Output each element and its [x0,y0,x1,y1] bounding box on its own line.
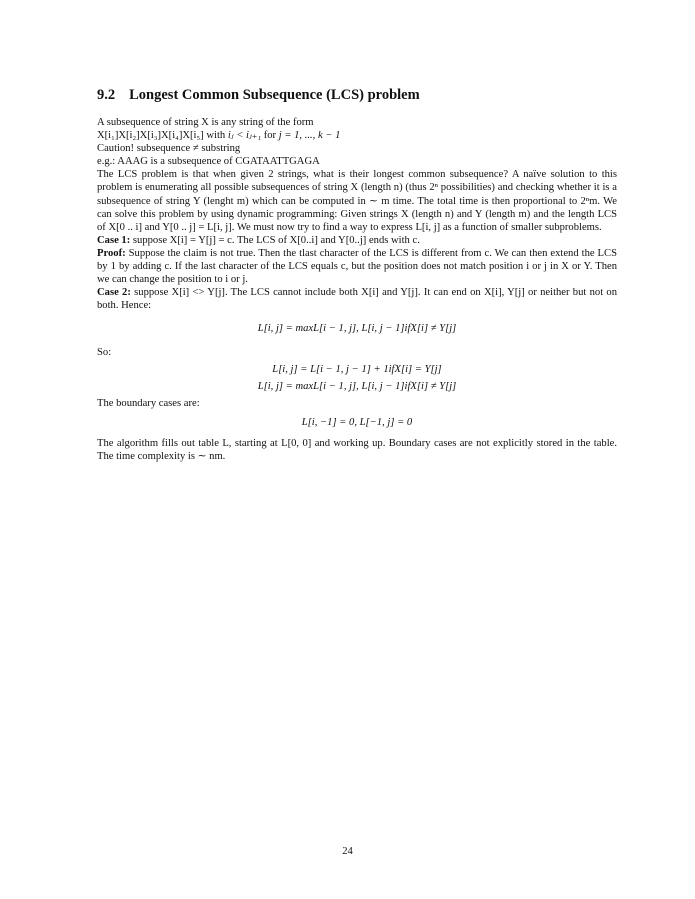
intro-line-2-suffix: for [263,130,277,142]
case-1-paragraph [97,234,617,247]
document-page [97,86,617,463]
problem-paragraph: The LCS problem is that when given 2 strings, what is their longest common subsequence? A naïve solution to this problem is enumerating all possible subsequences of string X (length n) (thus 2ⁿ possibilities) and checking whether it is a subsequence of string Y (lenght m) which can be computed in ∼ m time. The total time is then proportional to 2ⁿm. We can solve this problem by using dynamic programming: Given strings X (length n) and Y (length m) and the length LCS of X[0 .. i] and Y[0 .. j] = L[i, j]. We must now try to find a way to express L[i, j] as a function of smaller subproblems. [97,169,617,233]
equation-block-2 [97,363,617,393]
equation-2b: L[i, j] = maxL[i − 1, j], L[i, j − 1]ifX[i] ≠ Y[j] [257,380,457,392]
intro-line-4: e.g.: AAAG is a subsequence of CGATAATTGAGA [97,156,320,168]
closing-paragraph: The algorithm fills out table L, starting at L[0, 0] and working up. Boundary cases are not explicitly stored in the table. The time complexity is ∼ nm. [97,437,617,463]
proof-paragraph [97,247,617,286]
intro-line-2 [97,129,617,142]
section-title: Longest Common Subsequence (LCS) problem [129,87,420,103]
page-number: 24 [342,846,353,857]
section-number: 9.2 [97,87,116,103]
intro-line-2-math2: j = 1, ..., k − 1 [278,130,341,142]
intro-line-1: A subsequence of string X is any string of the form [97,117,314,128]
equation-1: L[i, j] = maxL[i − 1, j], L[i, j − 1]ifX[i] ≠ Y[j] [257,323,457,335]
proof-text: Suppose the claim is not true. Then the tlast character of the LCS is different from c. We can then extend the LCS by 1 by adding c. If the last character of the LCS equals c, but the position does not match position i or j in X or Y. Then we can change the position to i or j. [97,247,617,286]
so-label: So: [97,346,112,358]
intro-line-2-text: X[i₁]X[i₂]X[i₃]X[i₄]X[i₅] with [97,130,226,142]
intro-line-2-math: iⱼ < iⱼ₊₁ [227,130,262,142]
equation-3: L[i, −1] = 0, L[−1, j] = 0 [301,416,413,428]
section-heading [97,86,617,104]
case-2-label: Case 2: [97,287,131,299]
case-2-text: suppose X[i] <> Y[j]. The LCS cannot include both X[i] and Y[j]. It can end on X[i], Y[j] or neither but not on both. Hence: [97,287,618,312]
case-2-paragraph [97,286,617,312]
intro-line-3: Caution! subsequence ≠ substring [97,143,241,155]
case-1-label: Case 1: [97,234,131,246]
boundary-label: The boundary cases are: [97,397,200,409]
equation-2a: L[i, j] = L[i − 1, j − 1] + 1ifX[i] = Y[j] [272,363,442,375]
proof-label: Proof: [97,247,126,259]
case-1-text: suppose X[i] = Y[j] = c. The LCS of X[0..i] and Y[0..j] ends with c. [132,234,420,246]
